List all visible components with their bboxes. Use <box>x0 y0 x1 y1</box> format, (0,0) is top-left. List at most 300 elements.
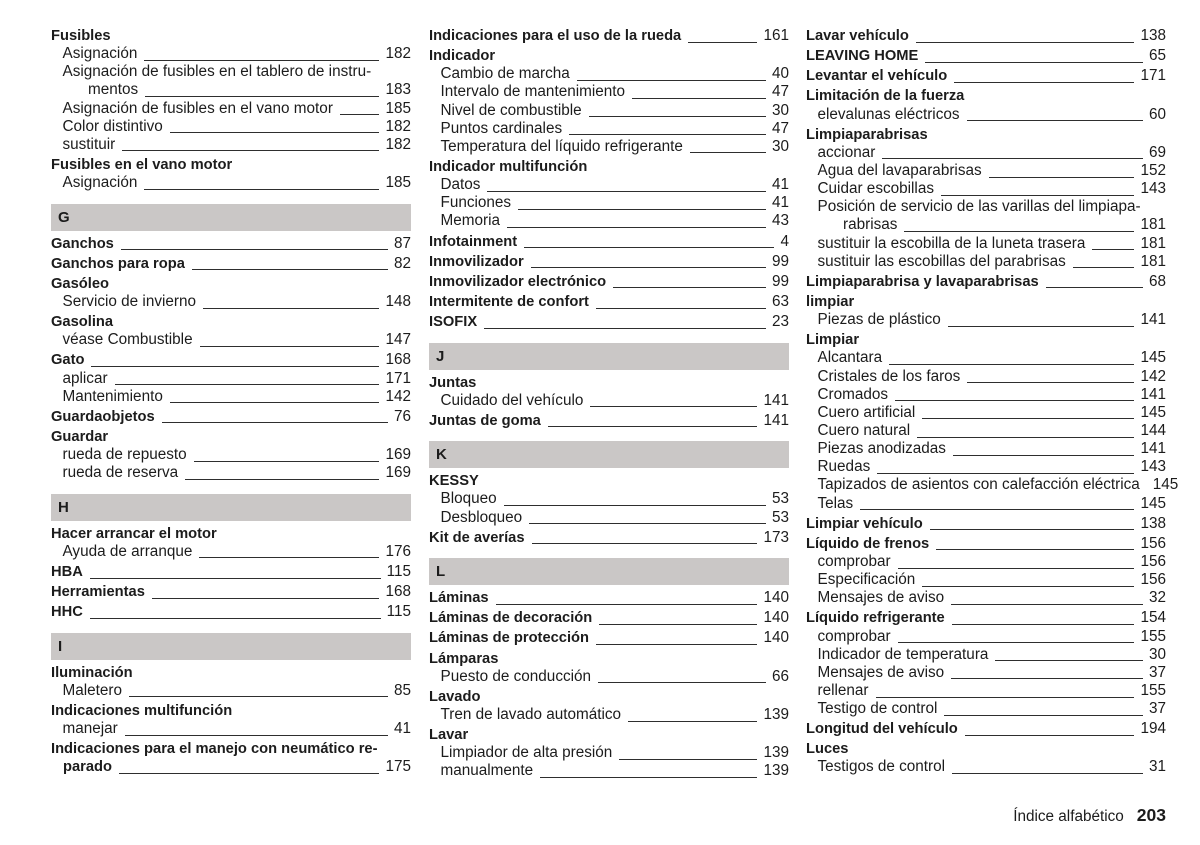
page-number: 47 <box>771 119 789 137</box>
dot-leader <box>569 134 766 135</box>
dot-leader <box>487 191 766 192</box>
entry-text: Limpiar <box>806 332 860 349</box>
page-number: 145 <box>1140 403 1166 421</box>
page-number: 47 <box>771 83 789 101</box>
dot-leader <box>529 523 766 524</box>
entry-text: Puesto de conducción <box>440 667 592 685</box>
section-letter-bar <box>51 633 411 660</box>
index-subentry <box>806 386 1166 404</box>
page-number: 145 <box>1152 476 1179 494</box>
page-number: 53 <box>771 508 789 526</box>
index-subentry <box>429 509 789 527</box>
index-entry <box>429 587 789 607</box>
page-number: 142 <box>1140 367 1166 385</box>
entry-text: accionar <box>817 143 876 161</box>
entry-text: Cuero artificial <box>817 403 916 421</box>
dot-leader <box>590 406 757 407</box>
dot-leader <box>916 42 1135 43</box>
entry-text: Fusibles en el vano motor <box>51 156 233 173</box>
index-subentry-continuation <box>51 81 411 99</box>
entry-text: Posición de servicio de las varillas del limpiapa- <box>817 198 1141 216</box>
index-subentry <box>429 706 789 724</box>
index-subentry <box>806 628 1166 646</box>
dot-leader <box>690 152 766 153</box>
entry-text: rueda de repuesto <box>62 446 187 464</box>
index-subentry <box>429 392 789 410</box>
entry-text: HHC <box>51 604 83 621</box>
entry-text: Funciones <box>440 194 512 212</box>
index-entry <box>806 291 1166 311</box>
index-subentry <box>51 100 411 118</box>
index-entry <box>429 291 789 311</box>
index-subentry-continuation <box>806 216 1166 234</box>
entry-text: rellenar <box>817 681 869 699</box>
page-number: 181 <box>1140 216 1166 234</box>
entry-text: Ayuda de arranque <box>62 542 193 560</box>
index-subentry <box>806 106 1166 124</box>
dot-leader <box>599 624 757 625</box>
index-entry <box>429 527 789 547</box>
page-number: 30 <box>1148 645 1166 663</box>
dot-leader <box>507 227 766 228</box>
index-subentry <box>429 65 789 83</box>
dot-leader <box>589 116 766 117</box>
page-number: 37 <box>1148 663 1166 681</box>
index-subentry <box>51 543 411 561</box>
entry-text: Cuidado del vehículo <box>440 391 584 409</box>
page-number: 140 <box>763 589 789 607</box>
dot-leader <box>90 618 381 619</box>
index-entry <box>51 738 411 758</box>
index-entry <box>429 607 789 627</box>
page-number: 87 <box>393 234 411 252</box>
dot-leader <box>203 308 379 309</box>
page-number: 185 <box>385 174 411 192</box>
dot-leader <box>115 384 380 385</box>
section-letter-bar <box>51 494 411 521</box>
index-subentry <box>429 120 789 138</box>
page-number: 169 <box>385 464 411 482</box>
index-entry <box>429 648 789 668</box>
index-subentry <box>429 212 789 230</box>
index-subentry <box>51 446 411 464</box>
dot-leader <box>860 509 1134 510</box>
index-subentry <box>429 668 789 686</box>
page-number: 41 <box>393 720 411 738</box>
dot-leader <box>948 326 1135 327</box>
entry-text: mentos <box>88 81 139 99</box>
dot-leader <box>1046 287 1143 288</box>
page-number: 152 <box>1140 161 1166 179</box>
page-number: 31 <box>1148 758 1166 776</box>
index-subentry <box>806 440 1166 458</box>
dot-leader <box>995 660 1143 661</box>
entry-text: Mantenimiento <box>62 387 163 405</box>
entry-text: Limitación de la fuerza <box>806 88 965 105</box>
index-subentry <box>806 589 1166 607</box>
entry-text: Mensajes de aviso <box>817 589 945 607</box>
page-number: 142 <box>385 387 411 405</box>
entry-text: Desbloqueo <box>440 508 523 526</box>
entry-text: Color distintivo <box>62 117 163 135</box>
entry-text: Limpiador de alta presión <box>440 744 613 762</box>
dot-leader <box>518 209 766 210</box>
index-subentry <box>806 368 1166 386</box>
index-entry <box>51 253 411 273</box>
dot-leader <box>619 759 757 760</box>
entry-text: Puntos cardinales <box>440 119 563 137</box>
page-number: 41 <box>771 194 789 212</box>
entry-text: Memoria <box>440 212 500 230</box>
page-number: 4 <box>780 232 789 250</box>
entry-text: Mensajes de aviso <box>817 663 945 681</box>
entry-text: Datos <box>440 176 481 194</box>
entry-text: Inmovilizador electrónico <box>429 273 607 290</box>
section-letter-bar <box>429 558 789 585</box>
index-entry <box>806 329 1166 349</box>
entry-text: parado <box>63 759 112 776</box>
index-entry <box>806 607 1166 627</box>
index-entry-continuation <box>51 758 411 776</box>
page-number: 85 <box>393 681 411 699</box>
page-number: 139 <box>763 762 789 780</box>
dot-leader <box>904 231 1134 232</box>
index-entry <box>806 124 1166 144</box>
index-subentry <box>806 476 1179 494</box>
index-subentry <box>806 664 1166 682</box>
index-subentry <box>51 63 411 81</box>
page-footer <box>1013 804 1166 828</box>
page-number: 171 <box>1140 67 1166 85</box>
section-letter-bar <box>429 441 789 468</box>
entry-text: Testigos de control <box>817 758 946 776</box>
entry-text: manejar <box>62 720 118 738</box>
entry-text: Indicaciones multifunción <box>51 702 233 719</box>
index-entry <box>429 410 789 430</box>
index-entry <box>51 601 411 621</box>
index-subentry <box>429 762 789 780</box>
page-number: 143 <box>1140 180 1166 198</box>
entry-text: limpiar <box>806 293 855 310</box>
page-number: 156 <box>1140 552 1166 570</box>
index-subentry <box>806 682 1166 700</box>
entry-text: Cuidar escobillas <box>817 180 934 198</box>
index-column-1 <box>51 25 411 777</box>
index-subentry <box>51 464 411 482</box>
dot-leader <box>194 461 380 462</box>
index-entry <box>51 311 411 331</box>
entry-text: Láminas <box>429 590 489 607</box>
index-subentry <box>429 83 789 101</box>
index-entry <box>429 156 789 176</box>
dot-leader <box>340 114 380 115</box>
page-number: 140 <box>763 609 789 627</box>
entry-text: Nivel de combustible <box>440 101 582 119</box>
section-letter: K <box>436 446 447 464</box>
entry-text: Piezas de plástico <box>817 311 941 329</box>
index-entry <box>429 372 789 392</box>
entry-text: Cambio de marcha <box>440 65 570 83</box>
index-subentry <box>806 553 1166 571</box>
index-entry <box>806 25 1166 45</box>
page-number: 41 <box>771 176 789 194</box>
entry-text: Gasolina <box>51 314 114 331</box>
index-entry <box>51 349 411 369</box>
entry-text: Lavar vehículo <box>806 28 909 44</box>
dot-leader <box>119 773 380 774</box>
entry-text: elevalunas eléctricos <box>817 105 960 123</box>
page-number: 144 <box>1140 421 1166 439</box>
entry-text: Inmovilizador <box>429 253 524 270</box>
index-subentry <box>51 331 411 349</box>
page-number: 168 <box>385 583 411 601</box>
entry-text: sustituir <box>62 135 116 153</box>
dot-leader <box>122 150 379 151</box>
entry-text: Limpiaparabrisas <box>806 126 928 143</box>
dot-leader <box>951 604 1143 605</box>
index-entry <box>51 581 411 601</box>
entry-text: Limpiar vehículo <box>806 515 923 532</box>
page-number: 139 <box>763 744 789 762</box>
index-entry <box>429 724 789 744</box>
dot-leader <box>129 696 388 697</box>
index-subentry <box>429 490 789 508</box>
entry-text: Lavado <box>429 688 481 705</box>
page-number: 76 <box>393 407 411 425</box>
page-number: 175 <box>385 758 411 776</box>
section-letter: I <box>58 637 63 655</box>
index-subentry <box>806 646 1166 664</box>
page-number: 155 <box>1140 681 1166 699</box>
page-number: 66 <box>771 667 789 685</box>
dot-leader <box>941 195 1134 196</box>
index-subentry <box>806 422 1166 440</box>
index-subentry <box>429 744 789 762</box>
entry-text: Ruedas <box>817 458 871 476</box>
index-entry <box>51 426 411 446</box>
entry-text: Limpiaparabrisa y lavaparabrisas <box>806 273 1039 290</box>
dot-leader <box>577 80 766 81</box>
dot-leader <box>200 346 380 347</box>
page-number: 115 <box>386 603 411 621</box>
dot-leader <box>895 400 1134 401</box>
page-number: 63 <box>771 292 789 310</box>
page-number: 115 <box>386 562 411 580</box>
entry-text: Fusibles <box>51 28 111 44</box>
entry-text: Lavar <box>429 727 469 744</box>
entry-text: Asignación de fusibles en el vano motor <box>62 99 333 117</box>
index-subentry <box>429 138 789 156</box>
entry-text: Láminas de decoración <box>429 610 593 627</box>
entry-text: Intervalo de mantenimiento <box>440 83 626 101</box>
index-subentry <box>806 311 1166 329</box>
entry-text: Lámparas <box>429 650 499 667</box>
page-number: 30 <box>771 101 789 119</box>
page-number: 161 <box>763 27 789 44</box>
entry-text: Indicador de temperatura <box>817 645 989 663</box>
page-number: 140 <box>763 629 789 647</box>
page-number: 148 <box>385 292 411 310</box>
index-entry <box>429 311 789 331</box>
entry-text: comprobar <box>817 627 891 645</box>
dot-leader <box>965 735 1135 736</box>
index-subentry <box>806 404 1166 422</box>
index-entry <box>806 45 1166 65</box>
index-subentry <box>806 349 1166 367</box>
page-number: 181 <box>1140 234 1166 252</box>
dot-leader <box>922 418 1134 419</box>
page-number: 185 <box>385 99 411 117</box>
entry-text: Kit de averías <box>429 529 525 546</box>
dot-leader <box>504 505 766 506</box>
dot-leader <box>170 132 380 133</box>
index-entry <box>51 154 411 174</box>
entry-text: Intermitente de confort <box>429 293 589 310</box>
dot-leader <box>898 568 1135 569</box>
page-number: 99 <box>771 252 789 270</box>
dot-leader <box>145 96 379 97</box>
dot-leader <box>944 715 1143 716</box>
page-number: 37 <box>1148 700 1166 718</box>
index-subentry <box>51 118 411 136</box>
index-subentry <box>51 388 411 406</box>
entry-text: ISOFIX <box>429 314 478 331</box>
page-number: 183 <box>385 81 411 99</box>
index-subentry <box>806 235 1166 253</box>
index-entry <box>806 738 1166 758</box>
dot-leader <box>951 678 1143 679</box>
entry-text: Indicador multifunción <box>429 158 588 175</box>
page-number: 138 <box>1140 514 1166 532</box>
dot-leader <box>989 177 1135 178</box>
entry-text: Tapizados de asientos con calefacción eléctrica <box>817 476 1140 494</box>
entry-text: Juntas <box>429 374 477 391</box>
dot-leader <box>121 249 388 250</box>
page-number: 65 <box>1148 47 1166 65</box>
entry-text: Asignación <box>62 45 138 63</box>
index-entry <box>806 533 1166 553</box>
index-subentry <box>806 253 1166 271</box>
entry-text: Maletero <box>62 681 123 699</box>
dot-leader <box>967 382 1134 383</box>
page-number: 145 <box>1140 494 1166 512</box>
page-number: 43 <box>771 212 789 230</box>
page-number: 169 <box>385 446 411 464</box>
index-subentry <box>429 176 789 194</box>
entry-text: Alcantara <box>817 349 883 367</box>
index-entry <box>51 662 411 682</box>
section-letter-bar <box>51 204 411 231</box>
dot-leader <box>1073 267 1135 268</box>
index-subentry <box>51 370 411 388</box>
page-number: 154 <box>1140 609 1166 627</box>
dot-leader <box>917 437 1134 438</box>
index-subentry <box>51 45 411 63</box>
dot-leader <box>1092 249 1134 250</box>
dot-leader <box>125 735 388 736</box>
section-letter: H <box>58 498 69 516</box>
entry-text: rabrisas <box>843 216 898 234</box>
page-number: 182 <box>385 45 411 63</box>
index-subentry <box>806 180 1166 198</box>
page-number: 141 <box>1140 385 1166 403</box>
entry-text: rueda de reserva <box>62 464 179 482</box>
dot-leader <box>889 364 1134 365</box>
dot-leader <box>952 773 1143 774</box>
page-number: 69 <box>1148 143 1166 161</box>
entry-text: Líquido de frenos <box>806 535 930 552</box>
page-number: 168 <box>385 351 411 369</box>
dot-leader <box>192 269 388 270</box>
index-entry <box>806 85 1166 105</box>
dot-leader <box>540 777 757 778</box>
index-entry <box>429 45 789 65</box>
dot-leader <box>162 422 388 423</box>
page-number: 30 <box>771 137 789 155</box>
page-number: 194 <box>1140 720 1166 738</box>
index-column-3 <box>806 25 1179 777</box>
dot-leader <box>596 308 766 309</box>
page-number: 147 <box>385 331 411 349</box>
page-number: 23 <box>771 313 789 331</box>
entry-text: Ganchos <box>51 235 114 252</box>
dot-leader <box>930 529 1135 530</box>
entry-text: Ganchos para ropa <box>51 255 185 272</box>
page-number: 182 <box>385 135 411 153</box>
entry-text: Piezas anodizadas <box>817 440 946 458</box>
dot-leader <box>532 543 758 544</box>
page-number: 141 <box>763 411 789 429</box>
index-entry <box>806 65 1166 85</box>
page-number: 141 <box>763 391 789 409</box>
index-entry <box>51 273 411 293</box>
entry-text: aplicar <box>62 369 108 387</box>
index-subentry <box>806 495 1166 513</box>
section-letter: J <box>436 347 445 365</box>
entry-text: Gasóleo <box>51 275 109 292</box>
index-entry <box>51 700 411 720</box>
entry-text: Infotainment <box>429 233 518 250</box>
dot-leader <box>548 426 758 427</box>
dot-leader <box>925 62 1143 63</box>
entry-text: HBA <box>51 563 83 580</box>
index-entry <box>806 271 1166 291</box>
entry-text: Cromados <box>817 385 889 403</box>
dot-leader <box>954 82 1134 83</box>
dot-leader <box>531 267 766 268</box>
index-subentry <box>51 174 411 192</box>
entry-text: Juntas de goma <box>429 412 541 429</box>
index-subentry <box>51 293 411 311</box>
dot-leader <box>170 402 380 403</box>
footer-page-number: 203 <box>1136 805 1166 825</box>
section-letter-bar <box>429 343 789 370</box>
dot-leader <box>936 549 1134 550</box>
page-number: 32 <box>1148 589 1166 607</box>
page-number: 156 <box>1140 534 1166 552</box>
dot-leader <box>628 721 757 722</box>
entry-text: Indicador <box>429 48 496 65</box>
page-number: 68 <box>1148 272 1166 290</box>
index-entry <box>429 231 789 251</box>
entry-text: Láminas de protección <box>429 630 589 647</box>
entry-text: Agua del lavaparabrisas <box>817 161 982 179</box>
dot-leader <box>144 189 379 190</box>
entry-text: Gato <box>51 352 85 369</box>
entry-text: Servicio de invierno <box>62 292 196 310</box>
section-letter: G <box>58 208 70 226</box>
page-number: 141 <box>1140 440 1166 458</box>
